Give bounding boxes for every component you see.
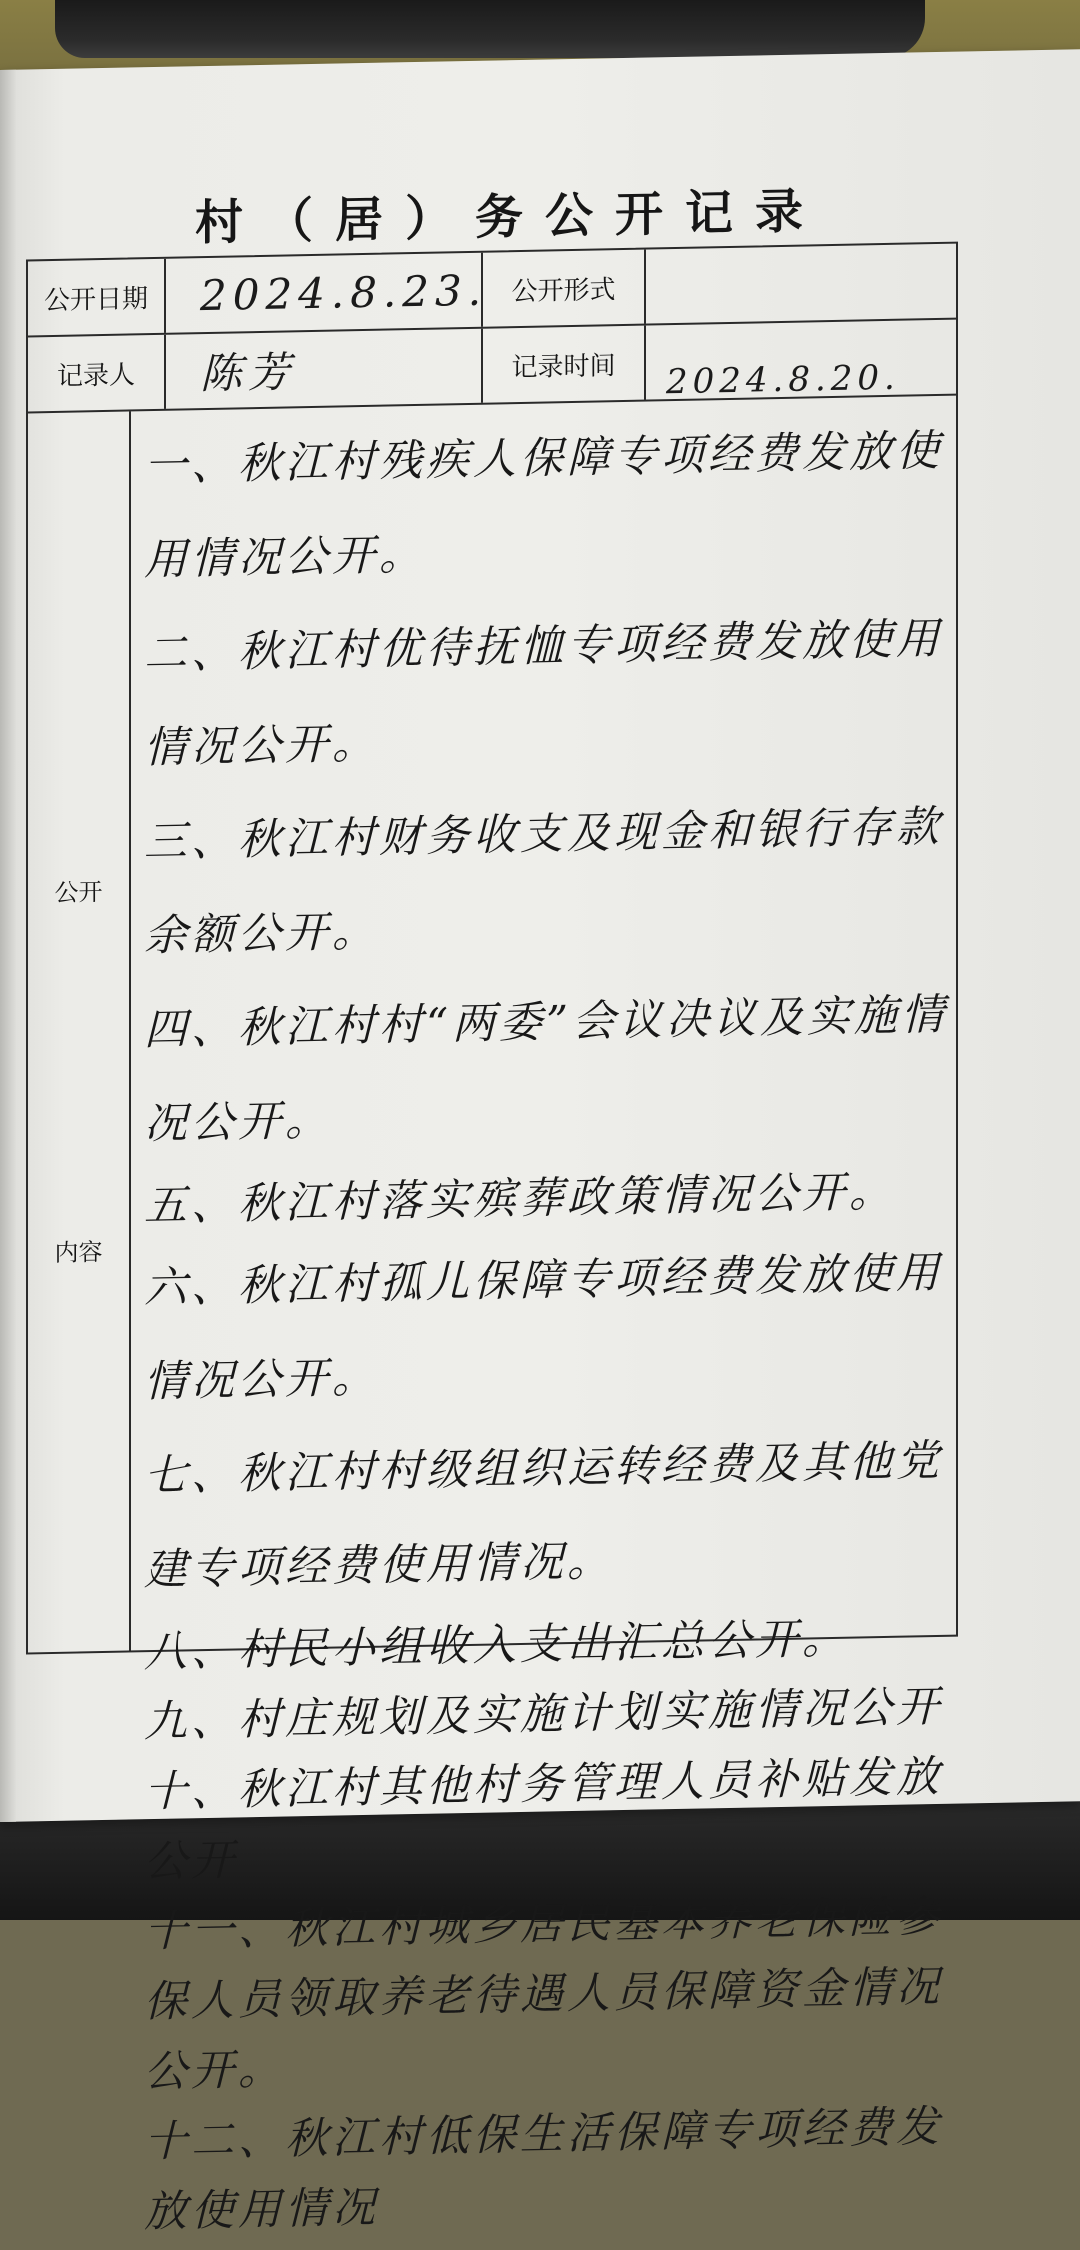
record-page <box>0 49 1080 2238</box>
content-list <box>136 404 956 2238</box>
list-item: 九、村庄规划及实施计划实施情况公开 <box>144 1681 943 1748</box>
list-item: 七、秋江村村级组织运转经费及其他党建专项经费使用情况。 <box>144 1435 943 1596</box>
page-title: 村（居）务公开记录 <box>194 183 825 252</box>
date-value: 2024.8.23. <box>200 265 488 320</box>
record-table <box>26 242 958 2238</box>
record-time-label: 记录时间 <box>483 326 646 403</box>
side-label-open: 公开 <box>54 878 103 907</box>
list-item: 三、秋江村财务收支及现金和银行存款余额公开。 <box>144 801 943 962</box>
list-item: 十一、秋江村城乡居民基本养老保险参保人员领取养老待遇人员保障资金情况公开。 <box>144 1891 943 2098</box>
form-label: 公开形式 <box>483 250 646 327</box>
date-label: 公开日期 <box>28 259 166 336</box>
record-time-value: 2024.8.20. <box>666 357 900 403</box>
list-item: 四、秋江村村“两委”会议决议及实施情况公开。 <box>144 989 948 1150</box>
date-value-cell <box>166 253 488 333</box>
list-item: 十、秋江村其他村务管理人员补贴发放公开 <box>144 1751 943 1888</box>
recorder-value: 陈芳 <box>200 347 297 399</box>
record-time-value-cell <box>646 320 956 403</box>
recorder-label: 记录人 <box>28 335 166 412</box>
recorder-value-cell <box>166 329 483 409</box>
list-item: 一、秋江村残疾人保障专项经费发放使用情况公开。 <box>144 425 943 586</box>
list-item: 十二、秋江村低保生活保障专项经费发放使用情况 <box>144 2101 943 2238</box>
list-item: 六、秋江村孤儿保障专项经费发放使用情况公开。 <box>144 1247 943 1408</box>
laptop-edge <box>55 0 925 58</box>
list-item: 二、秋江村优待抚恤专项经费发放使用情况公开。 <box>144 613 943 774</box>
list-item: 八、村民小组收入支出汇总公开。 <box>144 1613 849 1678</box>
list-item: 五、秋江村落实殡葬政策情况公开。 <box>144 1166 896 1232</box>
side-label-column <box>28 411 131 1652</box>
side-label-content: 内容 <box>54 1238 103 1267</box>
form-value-cell <box>646 244 956 324</box>
